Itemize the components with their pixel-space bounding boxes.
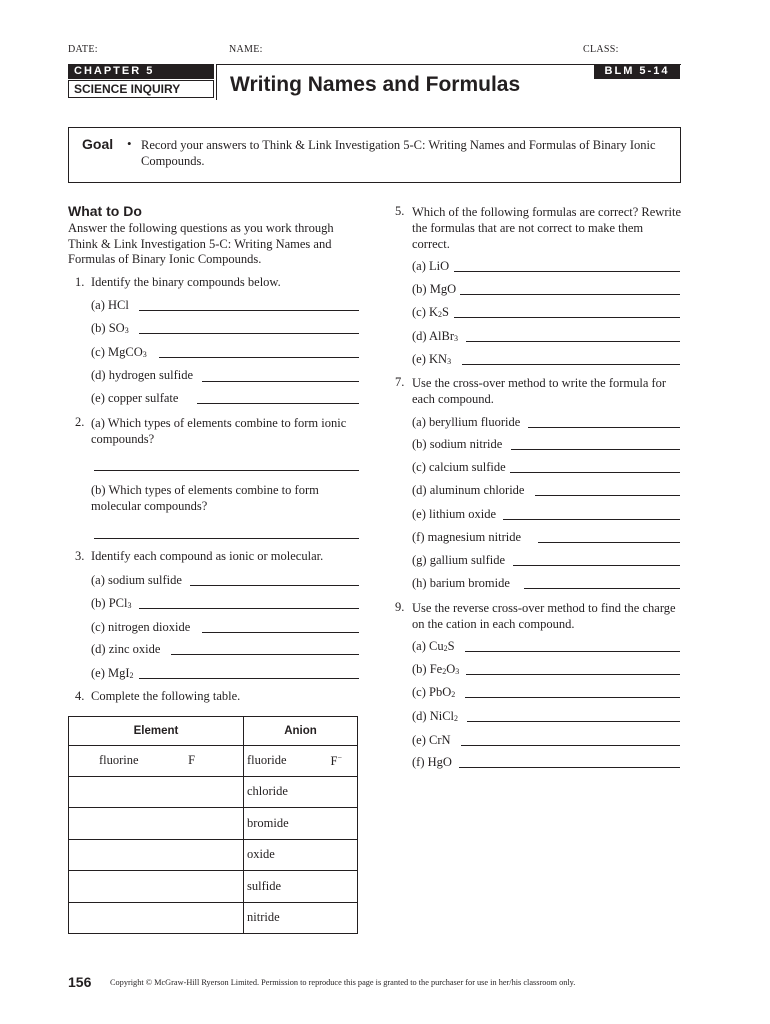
q3-text: Identify each compound as ionic or molecular. (91, 549, 324, 563)
q7e-label: (e) lithium oxide (412, 507, 497, 521)
q1d-answer-line[interactable] (202, 381, 359, 382)
table-cell-symbol-blank[interactable] (174, 902, 243, 934)
table-cell-ion-blank[interactable] (319, 808, 358, 840)
q9a-label: (a) $Cu_2S$ (412, 639, 455, 653)
q5a-label: (a) LiO (412, 259, 450, 273)
q3a-label: (a) sodium sulfide (91, 573, 182, 587)
q3d-answer-line[interactable] (171, 654, 359, 655)
goal-label: Goal (82, 136, 114, 152)
date-label: DATE: (68, 44, 98, 55)
q3b-label: (b) PCl$_3$ (91, 596, 132, 610)
copyright-text: Copyright © McGraw-Hill Ryerson Limited. Permission to reproduce this page is granted to the purchaser for use in her/his classroom only. (110, 978, 576, 987)
goal-bullet: • (127, 136, 132, 151)
q3e-label: (e) MgI$_2$ (91, 666, 134, 680)
q7g-answer-line[interactable] (513, 565, 680, 566)
table-cell-anion: bromide (244, 808, 319, 840)
q7h-answer-line[interactable] (524, 588, 680, 589)
science-inquiry-label: SCIENCE INQUIRY (68, 80, 214, 98)
q4-number: 4. (75, 689, 85, 703)
class-label: CLASS: (583, 44, 619, 55)
q7f-label: (f) magnesium nitride (412, 530, 521, 544)
what-to-do-heading: What to Do (68, 203, 142, 219)
q9e-answer-line[interactable] (461, 745, 680, 746)
q1c-label: (c) MgCO$_3$ (91, 345, 147, 359)
table-cell-anion: chloride (244, 776, 319, 808)
table-row (69, 808, 358, 840)
table-cell-ion-blank[interactable] (319, 902, 358, 934)
q1e-answer-line[interactable] (197, 403, 359, 404)
chapter-label: CHAPTER 5 (68, 64, 214, 79)
q1e-label: (e) copper sulfate (91, 391, 179, 405)
q5-number: 5. (395, 204, 405, 218)
table-header-element: Element (69, 717, 244, 746)
q7d-answer-line[interactable] (535, 495, 680, 496)
table-row (69, 746, 358, 777)
q9d-label: (d) NiCl$_2$ (412, 709, 459, 723)
q7-number: 7. (395, 375, 405, 389)
table-row (69, 902, 358, 934)
q7e-answer-line[interactable] (503, 519, 680, 520)
q7b-answer-line[interactable] (511, 449, 680, 450)
q5-text: Which of the following formulas are correct? Rewrite the formulas that are not correct to make them correct. (412, 205, 681, 251)
q5b-label: (b) MgO (412, 282, 457, 296)
table-row (69, 839, 358, 871)
q3b-answer-line[interactable] (139, 608, 359, 609)
table-cell-ion-blank[interactable] (319, 871, 358, 903)
q7d-label: (d) aluminum chloride (412, 483, 525, 497)
q1a-label: (a) HCl (91, 298, 129, 312)
q9e-label: (e) CrN (412, 733, 451, 747)
q3a-answer-line[interactable] (190, 585, 359, 586)
q2b-text: (b) Which types of elements combine to form molecular compounds? (91, 483, 319, 513)
page-number: 156 (68, 974, 92, 990)
table-cell-symbol-blank[interactable] (174, 871, 243, 903)
q1d-label: (d) hydrogen sulfide (91, 368, 194, 382)
q9f-label: (f) HgO (412, 755, 452, 769)
q5e-answer-line[interactable] (462, 364, 680, 365)
q1-number: 1. (75, 275, 85, 289)
q9f-answer-line[interactable] (459, 767, 680, 768)
q5d-label: (d) AlBr$_3$ (412, 329, 459, 343)
q7-text: Use the cross-over method to write the formula for each compound. (412, 376, 667, 406)
table-cell-anion: fluoride (244, 746, 319, 777)
goal-box (68, 127, 681, 183)
q9-number: 9. (395, 600, 405, 614)
q3-number: 3. (75, 549, 85, 563)
goal-text: Record your answers to Think & Link Investigation 5-C: Writing Names and Formulas of Binary Ionic Compounds. (141, 138, 656, 168)
blm-badge: BLM 5-14 (594, 64, 680, 79)
name-label: NAME: (229, 44, 263, 55)
table-cell-element-blank[interactable] (69, 902, 175, 934)
table-row (69, 776, 358, 808)
q9b-answer-line[interactable] (466, 674, 680, 675)
q7g-label: (g) gallium sulfide (412, 553, 506, 567)
table-cell-ion: F− (319, 746, 358, 777)
q7f-answer-line[interactable] (538, 542, 680, 543)
table-cell-anion: nitride (244, 902, 319, 934)
q7c-label: (c) calcium sulfide (412, 460, 506, 474)
q2a-answer-line[interactable] (94, 470, 359, 471)
q9d-answer-line[interactable] (467, 721, 680, 722)
table-row (69, 871, 358, 903)
q7c-answer-line[interactable] (510, 472, 680, 473)
q1b-label: (b) $SO_3$ (91, 321, 129, 335)
table-cell-symbol-blank[interactable] (174, 839, 243, 871)
table-cell-anion: oxide (244, 839, 319, 871)
q5c-label: (c) $K_2S$ (412, 305, 449, 319)
table-cell-element-blank[interactable] (69, 871, 175, 903)
table-cell-ion-blank[interactable] (319, 776, 358, 808)
q1a-answer-line[interactable] (139, 310, 359, 311)
table-cell-ion-blank[interactable] (319, 839, 358, 871)
header-divider-vertical (216, 64, 217, 100)
table-cell-element-blank[interactable] (69, 839, 175, 871)
q7h-label: (h) barium bromide (412, 576, 510, 590)
table-cell-symbol: F (174, 746, 243, 777)
table-cell-symbol-blank[interactable] (174, 808, 243, 840)
q2b-answer-line[interactable] (94, 538, 359, 539)
q4-text: Complete the following table. (91, 689, 241, 703)
q5e-label: (e) $KN_3$ (412, 352, 452, 366)
table-cell-anion: sulfide (244, 871, 319, 903)
q2a-text: (a) Which types of elements combine to form ionic compounds? (91, 416, 347, 446)
page-title: Writing Names and Formulas (230, 73, 521, 96)
table-header-anion: Anion (244, 717, 358, 746)
q7b-label: (b) sodium nitride (412, 437, 503, 451)
q5b-answer-line[interactable] (460, 294, 680, 295)
table-cell-symbol-blank[interactable] (174, 776, 243, 808)
chapter-box (68, 64, 214, 98)
q5d-answer-line[interactable] (466, 341, 680, 342)
q1c-answer-line[interactable] (159, 357, 359, 358)
q9c-answer-line[interactable] (465, 697, 680, 698)
q7a-label: (a) beryllium fluoride (412, 415, 521, 429)
q1b-answer-line[interactable] (139, 333, 359, 334)
q5c-answer-line[interactable] (454, 317, 680, 318)
instructions-text: Answer the following questions as you work through Think & Link Investigation 5-C: Writing Names and Formulas of Binary Ionic Compounds. (68, 221, 334, 266)
table-cell-element-blank[interactable] (69, 776, 175, 808)
q9c-label: (c) PbO$_2$ (412, 685, 456, 699)
q2-number: 2. (75, 415, 85, 429)
q3e-answer-line[interactable] (139, 678, 359, 679)
q7a-answer-line[interactable] (528, 427, 680, 428)
table-cell-element: fluorine (69, 746, 175, 777)
q3d-label: (d) zinc oxide (91, 642, 161, 656)
table-header-row (69, 717, 358, 746)
q3c-label: (c) nitrogen dioxide (91, 620, 191, 634)
q1-text: Identify the binary compounds below. (91, 275, 281, 289)
table-cell-element-blank[interactable] (69, 808, 175, 840)
element-anion-table (68, 716, 358, 934)
q9a-answer-line[interactable] (465, 651, 680, 652)
q9b-label: (b) $Fe_2O_3$ (412, 662, 460, 676)
q3c-answer-line[interactable] (202, 632, 359, 633)
q5a-answer-line[interactable] (454, 271, 680, 272)
q9-text: Use the reverse cross-over method to find the charge on the cation in each compound. (412, 601, 676, 631)
